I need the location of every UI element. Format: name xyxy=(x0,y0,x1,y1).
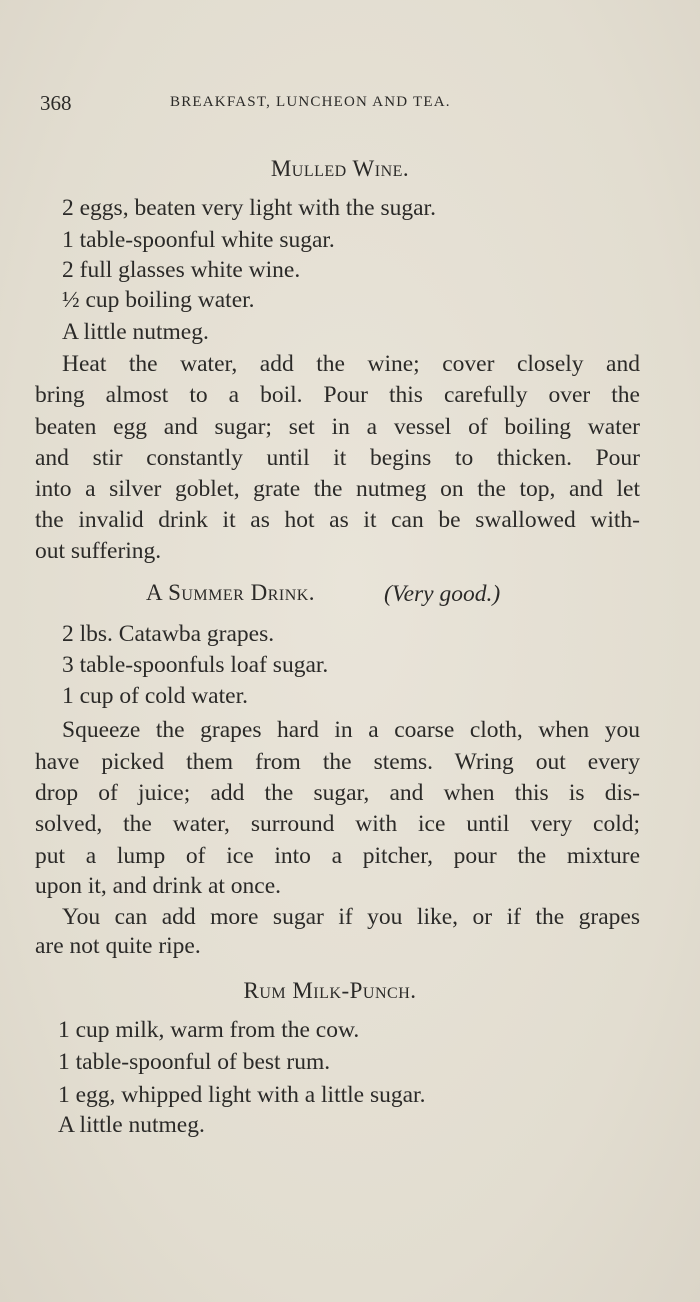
ingredient: 1 cup milk, warm from the cow. xyxy=(58,1017,360,1043)
recipe-note xyxy=(384,580,500,608)
ingredient: 1 table-spoonful white sugar. xyxy=(62,227,335,253)
page-number: 368 xyxy=(40,91,72,115)
direction-line: have picked them from the stems. Wring out every xyxy=(35,749,640,775)
ingredient: 2 eggs, beaten very light with the sugar. xyxy=(62,195,436,221)
ingredient: ½ cup boiling water. xyxy=(62,287,255,313)
ingredient: 1 egg, whipped light with a little sugar. xyxy=(58,1082,426,1108)
note-line: You can add more sugar if you like, or if the grapes xyxy=(62,904,640,930)
ingredient: 1 table-spoonful of best rum. xyxy=(58,1049,331,1075)
direction-line: Heat the water, add the wine; cover closely and xyxy=(62,351,640,377)
ingredient: A little nutmeg. xyxy=(62,319,209,345)
ingredient: A little nutmeg. xyxy=(58,1112,205,1138)
running-title: BREAKFAST, LUNCHEON AND TEA. xyxy=(170,94,451,110)
ingredient: 2 full glasses white wine. xyxy=(62,257,301,283)
direction-line: the invalid drink it as hot as it can be swallowed with- xyxy=(35,507,640,533)
direction-line: bring almost to a boil. Pour this carefully over the xyxy=(35,382,640,408)
recipe-title: Mulled Wine. xyxy=(270,156,410,181)
note-line: are not quite ripe. xyxy=(35,933,201,959)
recipe-note-text: (Very good.) xyxy=(384,581,501,607)
recipe-title: Rum Milk-Punch. xyxy=(243,978,417,1003)
direction-line: Squeeze the grapes hard in a coarse cloth, when you xyxy=(62,717,640,743)
direction-line: upon it, and drink at once. xyxy=(35,873,282,899)
direction-line: out suffering. xyxy=(35,538,162,564)
direction-line: and stir constantly until it begins to thicken. Pour xyxy=(35,445,640,471)
ingredient: 3 table-spoonfuls loaf sugar. xyxy=(62,652,329,678)
direction-line: beaten egg and sugar; set in a vessel of boiling water xyxy=(35,414,640,440)
direction-line: solved, the water, surround with ice until very cold; xyxy=(35,811,640,837)
direction-line: put a lump of ice into a pitcher, pour the mixture xyxy=(35,843,640,869)
direction-line: into a silver goblet, grate the nutmeg on the top, and let xyxy=(35,476,640,502)
ingredient: 2 lbs. Catawba grapes. xyxy=(62,621,275,647)
direction-line: drop of juice; add the sugar, and when this is dis- xyxy=(35,780,640,806)
recipe-title: A Summer Drink. xyxy=(146,580,316,605)
ingredient: 1 cup of cold water. xyxy=(62,683,248,709)
